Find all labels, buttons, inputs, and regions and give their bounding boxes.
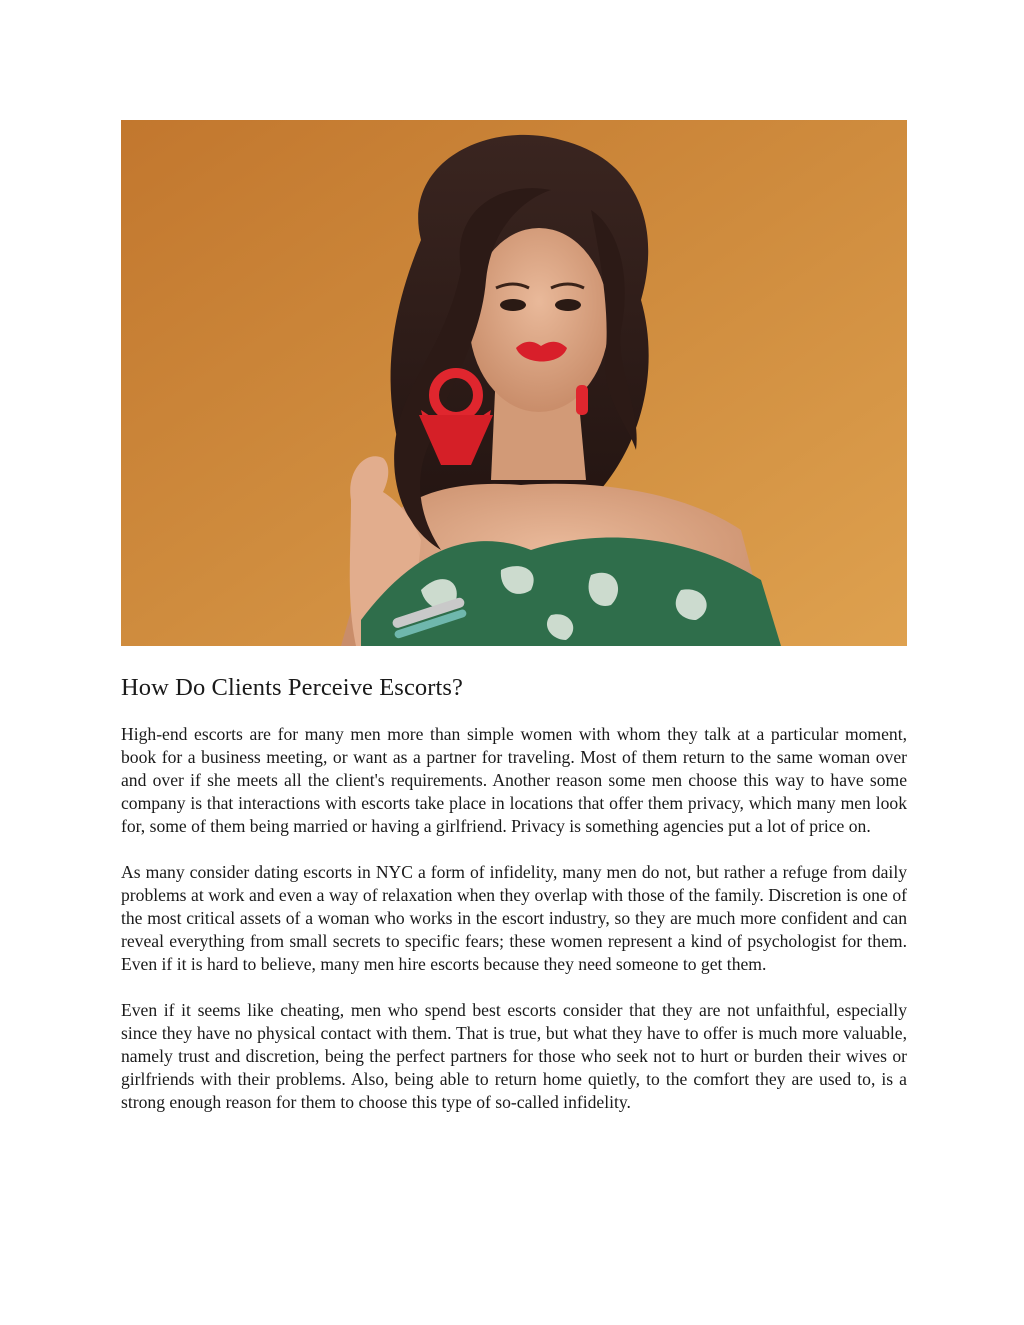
document-page bbox=[121, 120, 907, 1114]
earring-right bbox=[576, 385, 588, 415]
article-paragraph-2: As many consider dating escorts in NYC a form of infidelity, many men do not, but rather a refuge from daily problems at work and even a way of relaxation when they overlap with those of the family. Discretion is one of the most critical assets of a woman who works in the escort industry, so they are much more confident and can reveal everything from small secrets to specific fears; these women represent a kind of psychologist for them. Even if it is hard to believe, many men hire escorts because they need someone to get them. bbox=[121, 862, 907, 974]
hero-photo bbox=[121, 120, 907, 646]
article-paragraph-3: Even if it seems like cheating, men who spend best escorts consider that they are not unfaithful, especially since they have no physical contact with them. That is true, but what they have to offer is much more valuable, namely trust and discretion, being the perfect partners for those who seek not to hurt or burden their wives or girlfriends with their problems. Also, being able to return home quietly, to the comfort they are used to, is a strong enough reason for them to choose this type of so-called infidelity. bbox=[121, 1000, 907, 1112]
portrait-illustration bbox=[121, 120, 907, 646]
eye-right bbox=[555, 299, 581, 311]
article-title: How Do Clients Perceive Escorts? bbox=[121, 674, 464, 701]
eye-left bbox=[500, 299, 526, 311]
article-paragraph-1: High-end escorts are for many men more than simple women with whom they talk at a particular moment, book for a business meeting, or want as a partner for traveling. Most of them return to the same woman over and over if she meets all the client's requirements. Another reason some men choose this way to have some company is that interactions with escorts take place in locations that offer them privacy, which many men look for, some of them being married or having a girlfriend. Privacy is something agencies put a lot of price on. bbox=[121, 724, 907, 836]
